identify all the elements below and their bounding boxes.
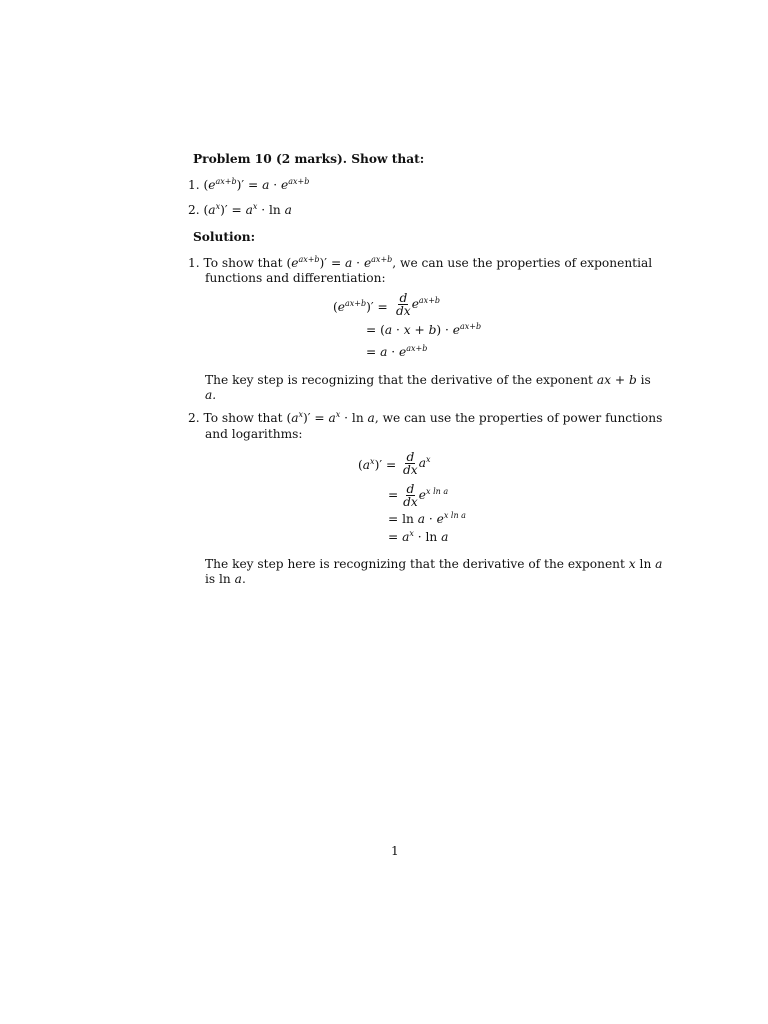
problem-item-1: 1. $(e^{ax+b})' = a \cdot e^{ax+b}$ <box>188 177 310 192</box>
solution-2-note-line2: is ln a. <box>205 572 246 586</box>
solution-1-intro: 1. To show that $(e^{ax+b})' = a \cdot e^{ax+b}$, we can use the properties of exponential <box>188 255 653 270</box>
solution-1-note: The key step is recognizing that the derivative of the exponent ax + b is <box>205 373 651 387</box>
item-number: 1. <box>188 256 200 270</box>
solution-2-intro-line2: and logarithms: <box>205 427 303 441</box>
solution-1-intro-line2: functions and differentiation: <box>205 271 386 285</box>
problem-title: Problem 10 (2 marks). Show that: <box>193 152 425 166</box>
solution-1-note-line2: a. <box>205 388 217 402</box>
solution-2-intro: 2. To show that $(a^x)' = a^x \cdot \ln a$, we can use the properties of power functions <box>188 410 663 425</box>
solution-2-note: The key step here is recognizing that the derivative of the exponent x ln a <box>205 557 663 571</box>
problem-item-2: 2. $(a^x)' = a^x \cdot \ln a$ <box>188 202 292 217</box>
page-number: 1 <box>391 844 399 858</box>
item-number: 2. <box>188 411 200 425</box>
item-number: 2. <box>188 203 200 217</box>
item-number: 1. <box>188 178 200 192</box>
solution-title: Solution: <box>193 230 256 244</box>
